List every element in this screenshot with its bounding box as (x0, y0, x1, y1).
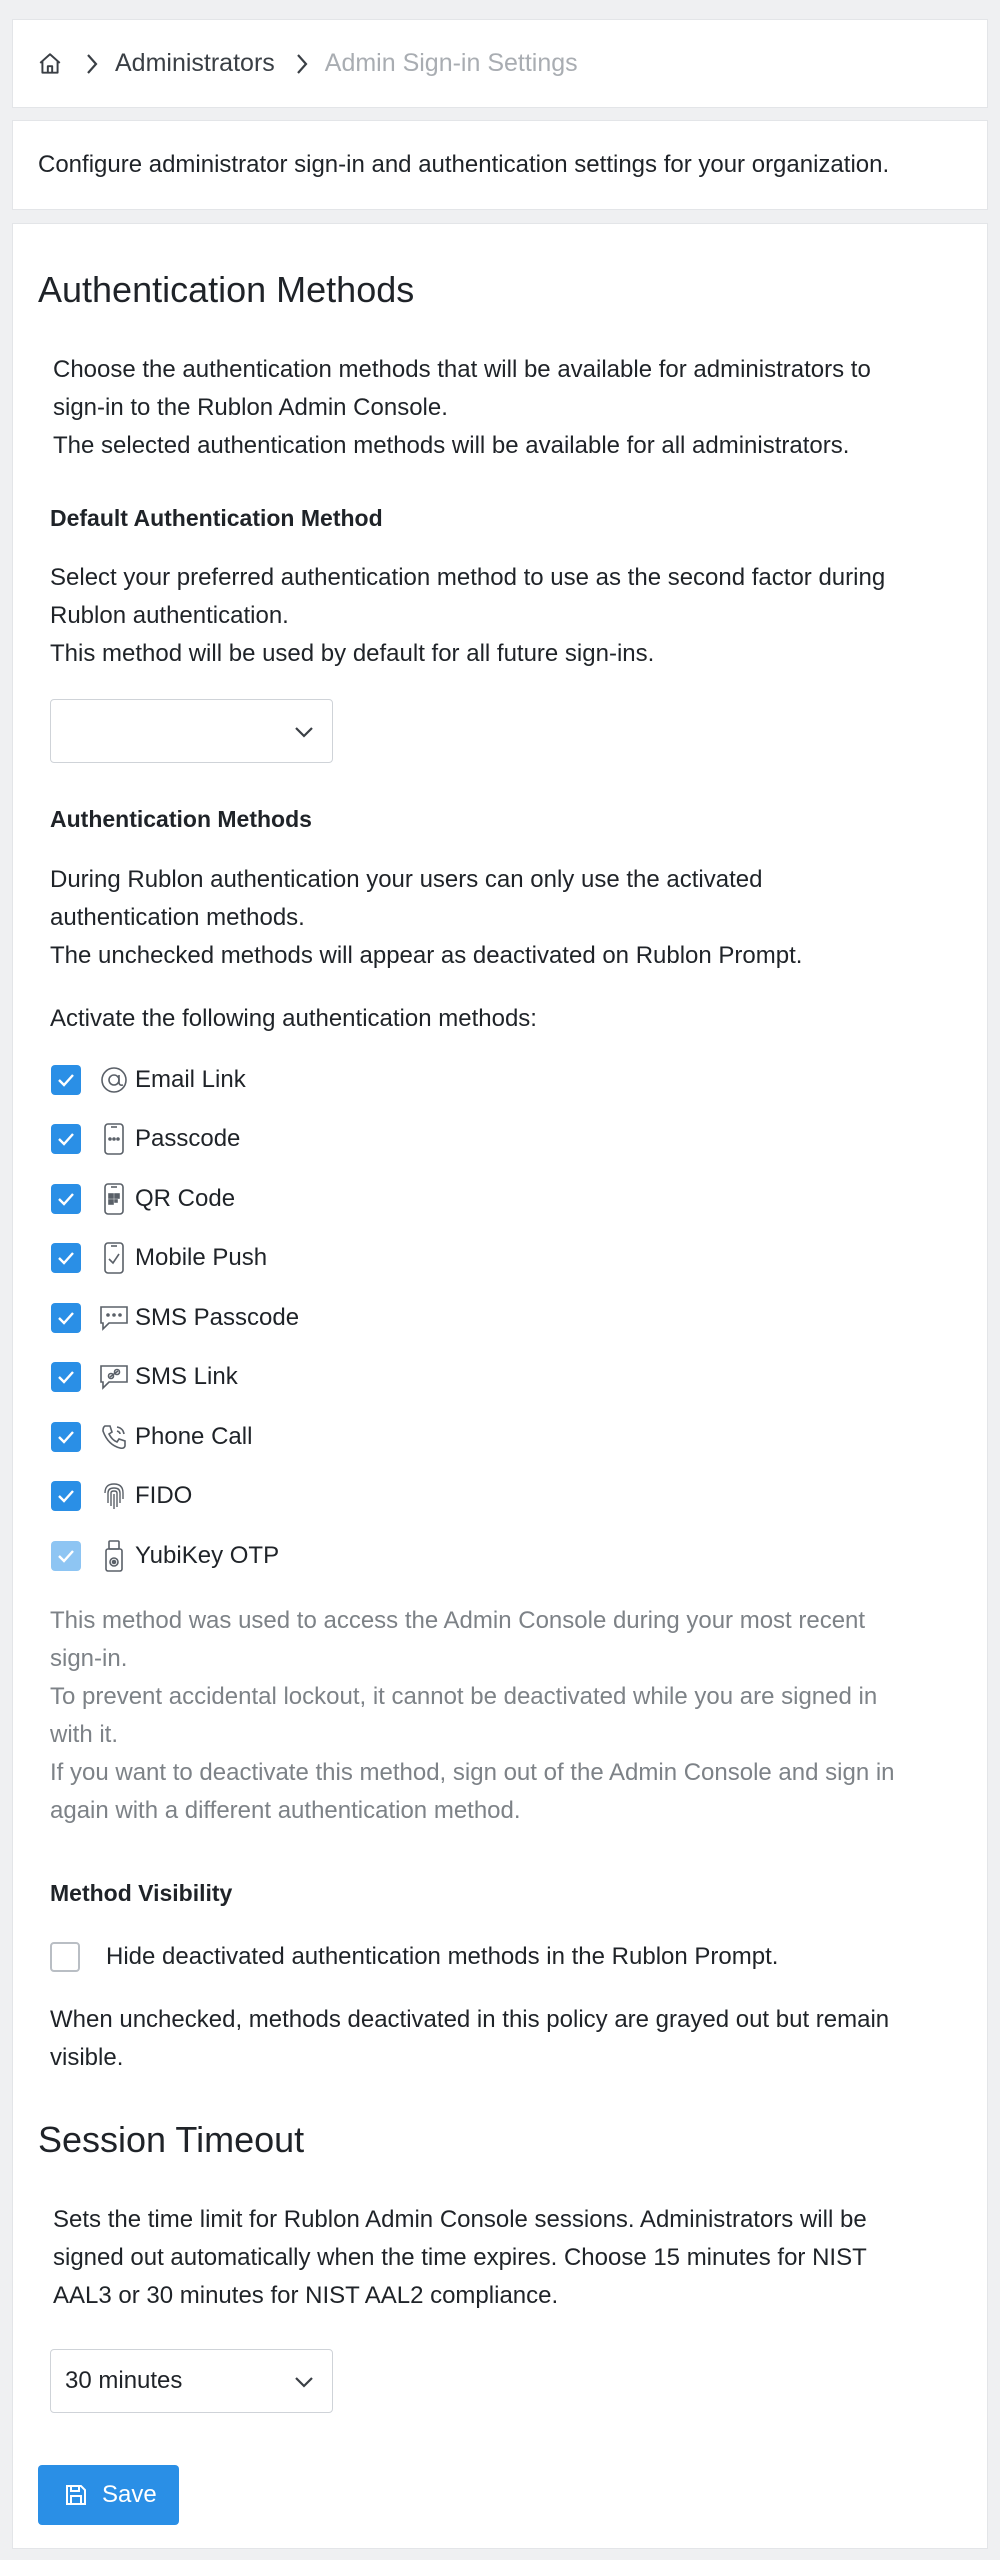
save-label: Save (102, 2481, 157, 2508)
page-description-card (12, 120, 988, 210)
home-icon[interactable] (35, 49, 65, 79)
method-visibility-heading: Method Visibility (50, 1880, 233, 1906)
chevron-right-icon (77, 49, 107, 79)
fingerprint-icon (99, 1479, 129, 1513)
save-button[interactable] (38, 2465, 179, 2525)
visibility-line: When unchecked, methods deactivated in this policy are grayed out but remain (50, 2006, 890, 2033)
at-icon (99, 1063, 129, 1097)
default-method-line: Rublon authentication. (50, 602, 289, 629)
mobile-push-icon (99, 1241, 129, 1275)
method-label: SMS Passcode (135, 1304, 300, 1331)
default-method-text (50, 559, 885, 673)
chevron-down-icon (292, 720, 316, 751)
auth-intro-line: Choose the authentication methods that will be available for administrators to (53, 356, 871, 383)
method-sms-passcode[interactable] (51, 1300, 299, 1336)
sms-passcode-icon (99, 1301, 129, 1335)
note-line: again with a different authentication method. (50, 1797, 521, 1824)
method-label: Phone Call (135, 1423, 253, 1450)
method-email-link[interactable] (51, 1062, 246, 1098)
method-label: SMS Link (135, 1363, 238, 1390)
visibility-text (50, 2001, 889, 2077)
session-timeout-title: Session Timeout (38, 2119, 305, 2160)
method-label: YubiKey OTP (135, 1542, 280, 1569)
phone-call-icon (99, 1420, 129, 1454)
method-checkbox[interactable] (51, 1184, 81, 1214)
note-line: This method was used to access the Admin Console during your most recent (50, 1607, 866, 1634)
default-method-line: Select your preferred authentication method to use as the second factor during (50, 564, 886, 591)
sms-link-icon (99, 1360, 129, 1394)
breadcrumb-administrators[interactable]: Administrators (115, 49, 275, 77)
breadcrumb-current: Admin Sign-in Settings (324, 49, 578, 77)
auth-methods-heading: Authentication Methods (50, 806, 312, 832)
note-line: with it. (50, 1721, 119, 1748)
auth-methods-line: During Rublon authentication your users can only use the activated (50, 866, 763, 893)
method-yubikey-otp (51, 1538, 279, 1574)
visibility-line: visible. (50, 2044, 124, 2071)
method-label: QR Code (135, 1185, 236, 1212)
session-timeout-value: 30 minutes (65, 2367, 183, 2394)
hide-deactivated-option[interactable] (50, 1942, 778, 1972)
auth-methods-text (50, 861, 802, 975)
yubikey-icon (99, 1539, 129, 1573)
hide-deactivated-label[interactable]: Hide deactivated authentication methods in the Rublon Prompt. (106, 1943, 779, 1970)
session-timeout-text (53, 2201, 867, 2315)
breadcrumb (12, 19, 988, 108)
method-sms-link[interactable] (51, 1359, 238, 1395)
method-fido[interactable] (51, 1478, 192, 1514)
method-label: FIDO (135, 1482, 193, 1509)
method-checkbox (51, 1541, 81, 1571)
method-checkbox[interactable] (51, 1422, 81, 1452)
phone-passcode-icon (99, 1122, 129, 1156)
yubikey-note (50, 1602, 895, 1830)
method-checkbox[interactable] (51, 1481, 81, 1511)
method-phone-call[interactable] (51, 1419, 252, 1455)
method-qr-code[interactable] (51, 1181, 235, 1217)
method-label: Email Link (135, 1066, 246, 1093)
session-line: AAL3 or 30 minutes for NIST AAL2 compliance. (53, 2282, 559, 2309)
method-label: Passcode (135, 1125, 241, 1152)
method-checkbox[interactable] (51, 1303, 81, 1333)
method-checkbox[interactable] (51, 1243, 81, 1273)
method-label: Mobile Push (135, 1244, 268, 1271)
chevron-right-icon (287, 49, 317, 79)
session-line: Sets the time limit for Rublon Admin Console sessions. Administrators will be (53, 2206, 867, 2233)
auth-intro (53, 351, 871, 465)
method-mobile-push[interactable] (51, 1240, 267, 1276)
settings-card (12, 223, 988, 2549)
auth-intro-line: The selected authentication methods will be available for all administrators. (53, 432, 850, 459)
note-line: If you want to deactivate this method, sign out of the Admin Console and sign in (50, 1759, 895, 1786)
qr-code-icon (99, 1182, 129, 1216)
auth-methods-line: authentication methods. (50, 904, 305, 931)
method-checkbox[interactable] (51, 1065, 81, 1095)
default-method-line: This method will be used by default for all future sign-ins. (50, 640, 655, 667)
default-method-select[interactable] (50, 699, 333, 763)
auth-methods-line: The unchecked methods will appear as deactivated on Rublon Prompt. (50, 942, 803, 969)
activate-label: Activate the following authentication methods: (50, 1005, 537, 1032)
chevron-down-icon (292, 2370, 316, 2401)
method-passcode[interactable] (51, 1121, 240, 1157)
session-timeout-select[interactable] (50, 2349, 333, 2413)
hide-deactivated-checkbox[interactable] (50, 1942, 80, 1972)
note-line: sign-in. (50, 1645, 128, 1672)
auth-methods-title: Authentication Methods (38, 269, 415, 310)
session-line: signed out automatically when the time expires. Choose 15 minutes for NIST (53, 2244, 867, 2271)
auth-intro-line: sign-in to the Rublon Admin Console. (53, 394, 448, 421)
note-line: To prevent accidental lockout, it cannot be deactivated while you are signed in (50, 1683, 878, 1710)
save-icon (64, 2483, 88, 2507)
method-checkbox[interactable] (51, 1362, 81, 1392)
default-method-heading: Default Authentication Method (50, 505, 383, 531)
page-description: Configure administrator sign-in and authentication settings for your organization. (38, 151, 890, 178)
method-checkbox[interactable] (51, 1124, 81, 1154)
